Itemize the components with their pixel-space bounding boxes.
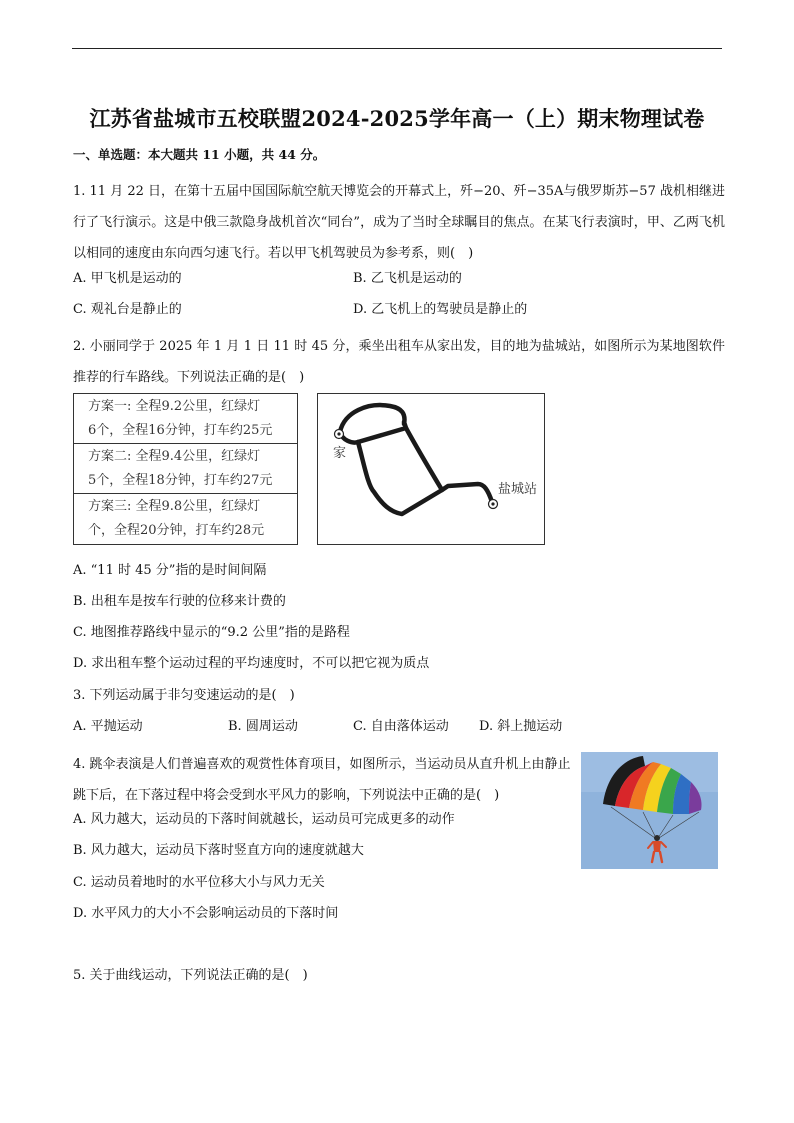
route-plan-1-line1: 方案一: 全程9.2公里，红绿灯 — [88, 399, 261, 414]
question-4-stem: 4. 跳伞表演是人们普遍喜欢的观赏性体育项目，如图所示，当运动员从直升机上由静止跳下后，在下落过程中将会受到水平风力的影响，下列说法中正确的是( ) — [73, 757, 571, 803]
question-1-stem: 1. 11 月 22 日，在第十五届中国国际航空航天博览会的开幕式上，歼−20、歼−35A与俄罗斯苏−57 战机相继进行了飞行演示。这是中俄三款隐身战机首次“同台”，成为了当时全球瞩目的焦点。在某飞行表演时，甲、乙两飞机以相同的速度由东向西匀速飞行。若以甲飞机驾驶员为参考系，则( ) — [73, 184, 725, 261]
q2-option-d: D. 求出租车整个运动过程的平均速度时，不可以把它视为质点 — [73, 656, 430, 671]
question-3-stem: 3. 下列运动属于非匀变速运动的是( ) — [73, 688, 295, 703]
section-heading: 一、单选题：本大题共 11 小题，共 44 分。 — [73, 147, 326, 162]
q3-option-d: D. 斜上抛运动 — [479, 719, 563, 734]
q1-option-a: A. 甲飞机是运动的 — [73, 271, 182, 286]
route-plan-3 — [74, 494, 297, 544]
route-line-to-station — [442, 484, 492, 502]
q1-option-d: D. 乙飞机上的驾驶员是静止的 — [353, 302, 528, 317]
q3-option-a: A. 平抛运动 — [73, 719, 143, 734]
q2-option-b: B. 出租车是按车行驶的位移来计费的 — [73, 594, 286, 609]
q4-option-d: D. 水平风力的大小不会影响运动员的下落时间 — [73, 906, 339, 921]
route-plan-1-line2: 6个，全程16分钟，打车约25元 — [88, 423, 273, 438]
q1-option-c: C. 观礼台是静止的 — [73, 302, 182, 317]
q2-option-a: A. “11 时 45 分”指的是时间间隔 — [73, 563, 267, 578]
q1-option-b: B. 乙飞机是运动的 — [353, 271, 462, 286]
q2-option-c: C. 地图推荐路线中显示的“9.2 公里”指的是路程 — [73, 625, 350, 640]
route-line-left — [358, 442, 442, 514]
route-map — [317, 393, 545, 545]
route-plan-3-line1: 方案三: 全程9.8公里，红绿灯 — [88, 499, 261, 514]
route-plan-3-line2: 个，全程20分钟，打车约28元 — [88, 523, 265, 538]
route-plan-2-line2: 5个，全程18分钟，打车约27元 — [88, 473, 273, 488]
route-plan-2 — [74, 444, 297, 494]
question-5-stem: 5. 关于曲线运动，下列说法正确的是( ) — [73, 968, 308, 983]
q4-option-b: B. 风力越大，运动员下落时竖直方向的速度就越大 — [73, 843, 364, 858]
header-rule — [72, 48, 722, 49]
q3-option-b: B. 圆周运动 — [228, 719, 298, 734]
route-line-right — [406, 428, 442, 490]
q4-option-c: C. 运动员着地时的水平位移大小与风力无关 — [73, 875, 325, 890]
station-label: 盐城站 — [498, 482, 538, 497]
home-marker — [335, 430, 344, 439]
route-plan-table — [73, 393, 298, 545]
route-line-top-loop — [340, 405, 404, 432]
station-marker — [489, 500, 498, 509]
question-2-stem: 2. 小丽同学于 2025 年 1 月 1 日 11 时 45 分，乘坐出租车从家出发，目的地为盐城站，如图所示为某地图软件推荐的行车路线。下列说法正确的是( ) — [73, 339, 725, 385]
home-label: 家 — [333, 446, 347, 461]
parachute-photo — [581, 752, 718, 869]
route-plan-1 — [74, 394, 297, 444]
route-map-drawing — [318, 394, 544, 544]
parachute-illustration — [581, 752, 718, 869]
q4-option-a: A. 风力越大，运动员的下落时间就越长，运动员可完成更多的动作 — [73, 812, 455, 827]
route-plan-2-line1: 方案二: 全程9.4公里，红绿灯 — [88, 449, 261, 464]
page-title: 江苏省盐城市五校联盟2024-2025学年高一（上）期末物理试卷 — [89, 106, 705, 131]
q3-option-c: C. 自由落体运动 — [353, 719, 449, 734]
route-line-upper — [358, 422, 406, 442]
